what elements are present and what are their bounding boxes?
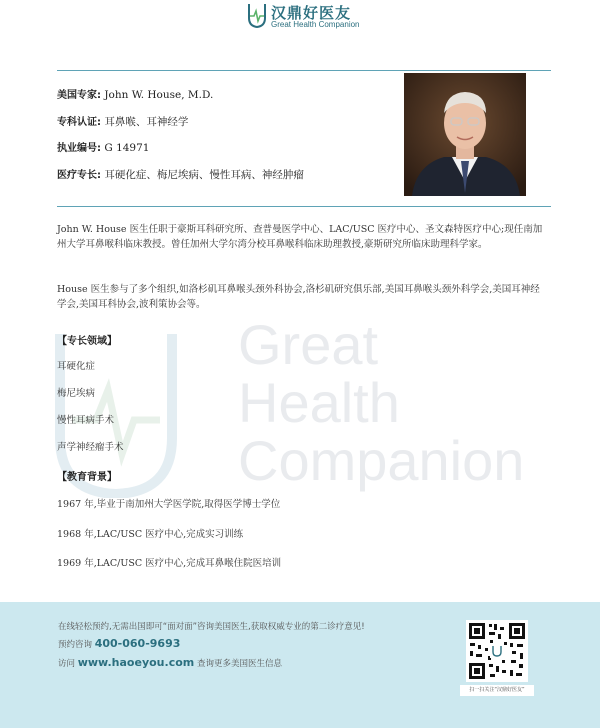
education-title: 【教育背景】: [57, 472, 117, 483]
specialty-item: 耳硬化症: [57, 361, 96, 372]
specialties-title: 【专长领域】: [57, 336, 117, 347]
license-value: G 14971: [104, 142, 150, 154]
divider-top: [57, 70, 551, 71]
specialty-item: 梅尼埃病: [57, 388, 96, 399]
license-row: [57, 141, 149, 156]
logo-icon: [247, 2, 267, 28]
expertise-label: 医疗专长:: [57, 170, 101, 181]
expertise-row: [57, 168, 304, 183]
specialty-item: 声学神经瘤手术: [57, 442, 124, 453]
watermark: Great Health Companion: [238, 313, 525, 492]
specialty-item: 慢性耳病手术: [57, 415, 115, 426]
visit-suffix: 查询更多美国医生信息: [196, 659, 282, 669]
bio-paragraph-2: House 医生参与了多个组织,如洛杉矶耳鼻喉头颈外科协会,洛杉矶研究俱乐部,美国耳鼻喉头颈外科学会,美国耳神经学会,美国耳科协会,波利策协会等。: [57, 284, 540, 310]
name-row: [57, 88, 213, 103]
website-link[interactable]: www.haoeyou.com: [77, 656, 195, 669]
brand-name: 汉鼎好医友: [271, 4, 352, 22]
divider-bottom: [57, 206, 551, 207]
education-item: 1967 年,毕业于南加州大学医学院,取得医学博士学位: [57, 499, 281, 510]
doctor-name: John W. House, M.D.: [104, 89, 214, 101]
education-item: 1969 年,LAC/USC 医疗中心,完成耳鼻喉住院医培训: [57, 558, 282, 569]
doctor-portrait: [404, 73, 526, 196]
phone-number[interactable]: 400-060-9693: [94, 637, 181, 650]
specialty-row: [57, 115, 188, 130]
brand-tagline: Great Health Companion: [271, 20, 360, 29]
phone-label: 预约咨询: [58, 640, 93, 650]
specialty-value: 耳鼻喉、耳神经学: [104, 116, 189, 128]
bio-paragraph-1: John W. House 医生任职于豪斯耳科研究所、查普曼医学中心、LAC/USC 医疗中心、圣文森特医疗中心;现任南加州大学耳鼻喉科临床教授。曾任加州大学尔湾分校耳鼻喉科临床助理教授,豪斯研究所临床助理科学家。: [57, 224, 543, 250]
visit-label: 访问: [58, 659, 76, 669]
header: [0, 0, 600, 36]
specialty-label: 专科认证:: [57, 117, 101, 128]
name-label: 美国专家:: [57, 90, 101, 101]
qr-code-icon: [466, 620, 528, 682]
license-label: 执业编号:: [57, 143, 101, 154]
footer-phone-row: [58, 637, 180, 650]
qr-caption: 扫一扫关注“汉鼎好医友”: [460, 685, 534, 696]
footer-website-row: [58, 656, 282, 669]
expertise-value: 耳硬化症、梅尼埃病、慢性耳病、神经肿瘤: [104, 169, 304, 181]
education-item: 1968 年,LAC/USC 医疗中心,完成实习训练: [57, 529, 244, 540]
footer-tagline: 在线轻松预约,无需出国即可“面对面”咨询美国医生,获取权威专业的第二诊疗意见!: [58, 622, 365, 632]
